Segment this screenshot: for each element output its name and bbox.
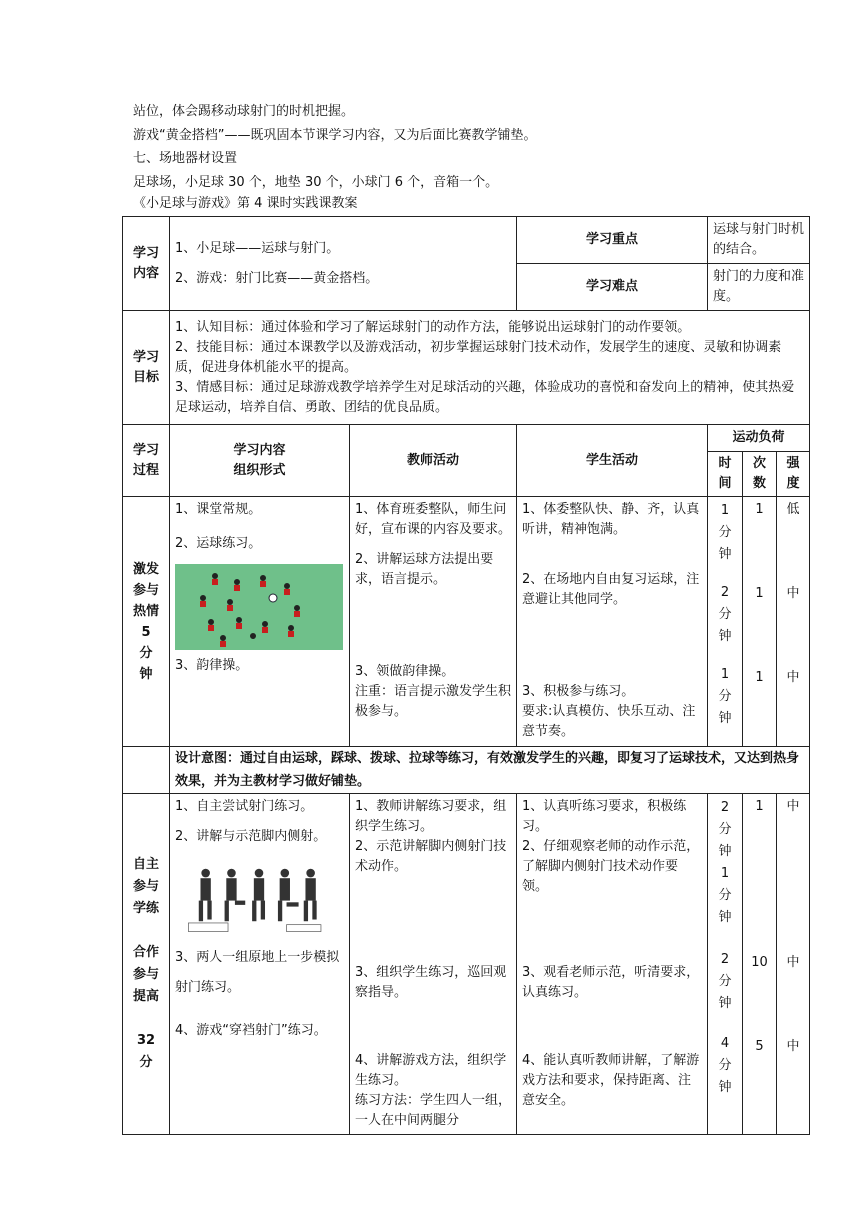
col-header-load: 运动负荷 — [708, 425, 810, 452]
count-value: 1 — [755, 502, 764, 517]
intro-line: 七、场地器材设置 — [133, 151, 238, 166]
time-value: 1 分 钟 — [718, 667, 732, 726]
col-header-teacher: 教师活动 — [350, 425, 517, 497]
time-value: 4 分 钟 — [718, 1036, 732, 1095]
goal-item: 3、情感目标：通过足球游戏教学培养学生对足球活动的兴趣，体验成功的喜悦和奋发向上的精神，使其热爱足球运动，培养自信、勇敢、团结的优良品质。 — [175, 379, 795, 415]
lesson-title: 《小足球与游戏》第 4 课时实践课教案 — [133, 196, 358, 211]
section1-teacher-item: 3、领做韵律操。 — [355, 664, 455, 679]
section1-teacher-item: 2、讲解运球方法提出要求，语言提示。 — [355, 552, 494, 587]
count-value: 1 — [755, 586, 764, 601]
focus-value: 运球与射门时机的结合。 — [708, 217, 810, 264]
goal-item: 2、技能目标：通过本课教学以及游戏活动，初步掌握运球射门技术动作，发展学生的速度、灵敏和协调素质，促进身体机能水平的提高。 — [175, 339, 782, 375]
section2-student — [517, 794, 708, 1135]
section1-count — [743, 497, 777, 747]
section2-content — [170, 794, 350, 1135]
content-item: 1、小足球——运球与射门。 — [175, 240, 340, 256]
time-value: 2 分 钟 1 分 钟 — [718, 800, 732, 925]
section1-student-item: 1、体委整队快、静、齐，认真听讲，精神饱满。 — [522, 502, 700, 537]
time-value: 2 分 钟 — [718, 585, 732, 644]
col-header-count: 次 数 — [743, 452, 777, 497]
section2-teacher-item: 练习方法：学生四人一组，一人在中间两腿分 — [355, 1093, 512, 1128]
section1-teacher-item: 注重：语言提示激发学生积极参与。 — [355, 684, 512, 719]
content-label: 学习 内容 — [123, 217, 170, 311]
intro-text — [133, 100, 823, 214]
count-value: 10 — [751, 955, 768, 970]
intro-line: 足球场，小足球 30 个，地垫 30 个，小球门 6 个，音箱一个。 — [133, 174, 499, 190]
section2-teacher — [350, 794, 517, 1135]
intensity-value: 中 — [786, 1039, 800, 1054]
section2-teacher-item: 2、示范讲解脚内侧射门技术动作。 — [355, 839, 507, 874]
difficulty-label: 学习难点 — [517, 264, 708, 311]
section1-content — [170, 497, 350, 747]
time-value: 2 分 钟 — [718, 952, 732, 1011]
section2-teacher-item: 3、组织学生练习，巡回观察指导。 — [355, 965, 507, 1000]
intro-line: 游戏“黄金搭档”——既巩固本节课学习内容，又为后面比赛教学铺垫。 — [133, 127, 537, 143]
section2-student-item: 3、观看老师示范，听清要求，认真练习。 — [522, 965, 700, 1000]
section1-label: 激发 参与 热情 5 分 钟 — [123, 497, 170, 747]
col-header-content: 学习内容 组织形式 — [170, 425, 350, 497]
count-value: 5 — [755, 1039, 764, 1054]
section2-time — [708, 794, 743, 1135]
section1-intensity — [777, 497, 810, 747]
intro-line: 站位，体会踢移动球射门的时机把握。 — [133, 104, 355, 119]
section2-label: 自主 参与 学练 合作 参与 提高 32 分 — [123, 794, 170, 1135]
col-header-intensity: 强 度 — [777, 452, 810, 497]
col-header-time: 时 间 — [708, 452, 743, 497]
goal-item: 1、认知目标：通过体验和学习了解运球射门的动作方法，能够说出运球射门的动作要领。 — [175, 319, 691, 335]
section1-student-item: 3、积极参与练习。 — [522, 684, 635, 699]
goals-label: 学习 目标 — [123, 311, 170, 425]
section1-teacher-item: 1、体育班委整队，师生问好，宣布课的内容及要求。 — [355, 502, 512, 537]
section2-teacher-item: 4、讲解游戏方法，组织学生练习。 — [355, 1053, 507, 1088]
focus-label: 学习重点 — [517, 217, 708, 264]
section2-intensity — [777, 794, 810, 1135]
section2-content-item: 3、两人一组原地上一步模拟射门练习。 — [175, 950, 340, 995]
section1-student-item: 要求:认真模仿、快乐互动、注意节奏。 — [522, 704, 696, 739]
section2-content-item: 1、自主尝试射门练习。 — [175, 799, 314, 814]
content-items — [170, 217, 517, 311]
section2-content-item: 2、讲解与示范脚内侧射。 — [175, 829, 327, 844]
design-spacer — [123, 747, 170, 794]
section1-content-item: 2、运球练习。 — [175, 536, 262, 551]
section1-student-item: 2、在场地内自由复习运球，注意避让其他同学。 — [522, 572, 700, 607]
difficulty-value: 射门的力度和准度。 — [708, 264, 810, 311]
design-intent: 设计意图：通过自由运球，踩球、拨球、拉球等练习，有效激发学生的兴趣，即复习了运球技术，又达到热身效果，并为主教材学习做好铺垫。 — [170, 747, 810, 794]
section1-content-item: 1、课堂常规。 — [175, 502, 262, 517]
section1-student — [517, 497, 708, 747]
kick-demo-image — [175, 861, 343, 935]
goals-list — [170, 311, 810, 425]
content-item: 2、游戏：射门比赛——黄金搭档。 — [175, 270, 379, 286]
section2-content-item: 4、游戏“穿裆射门”练习。 — [175, 1023, 327, 1038]
section2-count — [743, 794, 777, 1135]
lesson-plan-table — [122, 216, 810, 1135]
section2-student-item: 4、能认真听教师讲解，了解游戏方法和要求，保持距离、注意安全。 — [522, 1053, 700, 1108]
count-value: 1 — [755, 799, 764, 814]
section1-time — [708, 497, 743, 747]
count-value: 1 — [755, 670, 764, 685]
intensity-value: 低 — [786, 502, 800, 517]
intensity-value: 中 — [786, 670, 800, 685]
intensity-value: 中 — [786, 955, 800, 970]
time-value: 1 分 钟 — [718, 503, 732, 562]
section2-teacher-item: 1、教师讲解练习要求，组织学生练习。 — [355, 799, 507, 834]
intensity-value: 中 — [786, 799, 800, 814]
process-label: 学习 过程 — [123, 425, 170, 497]
section2-student-item: 1、认真听练习要求，积极练习。 — [522, 799, 687, 834]
col-header-student: 学生活动 — [517, 425, 708, 497]
section1-teacher — [350, 497, 517, 747]
dribbling-practice-image — [175, 564, 343, 650]
intensity-value: 中 — [786, 586, 800, 601]
section2-student-item: 2、仔细观察老师的动作示范，了解脚内侧射门技术动作要领。 — [522, 839, 700, 894]
section1-content-item: 3、韵律操。 — [175, 658, 249, 673]
